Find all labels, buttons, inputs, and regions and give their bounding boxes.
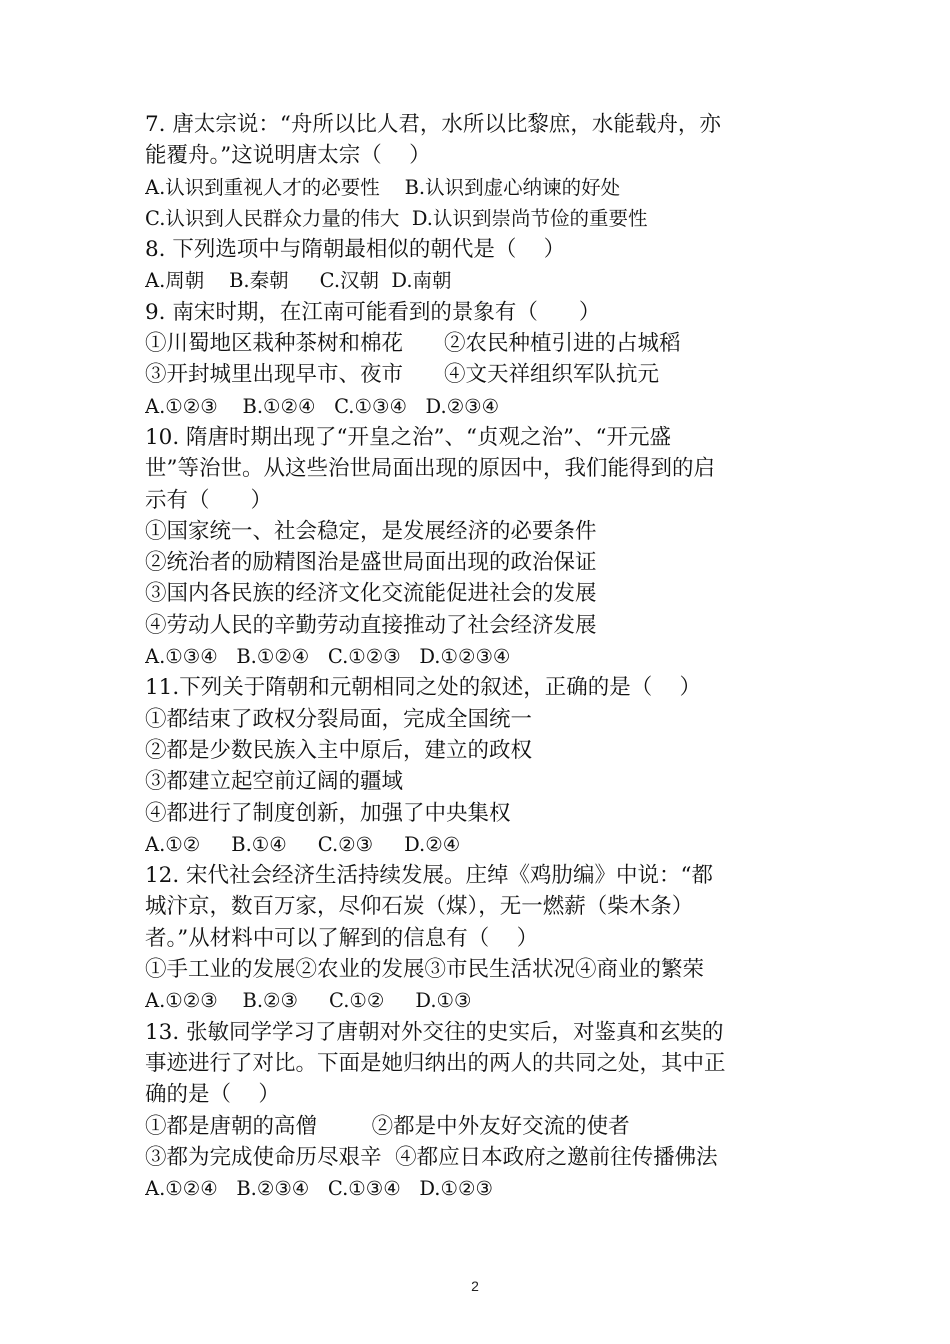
q7-stem-line-2: 能覆舟。”这说明唐太宗（ ） [145, 143, 431, 169]
q11-statement-4: ④都进行了制度创新，加强了中央集权 [145, 800, 511, 826]
q8-options: A.周朝 B.秦朝 C.汉朝 D.南朝 [145, 269, 452, 293]
q12-stem-line-2: 城汴京，数百万家，尽仰石炭（煤），无一燃薪（柴木条） [145, 894, 694, 920]
q10-statement-1: ①国家统一、社会稳定，是发展经济的必要条件 [145, 518, 597, 544]
q7-options-ab: A.认识到重视人才的必要性 B.认识到虚心纳谏的好处 [145, 175, 621, 199]
q8-stem: 8. 下列选项中与隋朝最相似的朝代是（ ） [145, 237, 566, 263]
q9-options: A.①②③ B.①②④ C.①③④ D.②③④ [145, 394, 500, 418]
q9-stem: 9. 南宋时期，在江南可能看到的景象有（ ） [145, 299, 601, 325]
q12-options: A.①②③ B.②③ C.①② D.①③ [145, 989, 472, 1013]
q10-statement-2: ②统治者的励精图治是盛世局面出现的政治保证 [145, 550, 597, 576]
q10-stem-line-3: 示有（ ） [145, 487, 273, 513]
q13-stem-line-1: 13. 张敏同学学习了唐朝对外交往的史实后，对鉴真和玄奘的 [145, 1019, 724, 1045]
q11-stem: 11.下列关于隋朝和元朝相同之处的叙述，正确的是（ ） [145, 675, 702, 701]
q12-statements: ①手工业的发展②农业的发展③市民生活状况④商业的繁荣 [145, 957, 705, 983]
q7-options-cd: C.认识到人民群众力量的伟大 D.认识到崇尚节俭的重要性 [145, 206, 648, 230]
q13-stem-line-3: 确的是（ ） [145, 1082, 280, 1108]
q13-statements-3-4: ③都为完成使命历尽艰辛 ④都应日本政府之邀前往传播佛法 [145, 1144, 718, 1170]
question-content [145, 109, 825, 1204]
q12-stem-line-1: 12. 宋代社会经济生活持续发展。庄绰《鸡肋编》中说：“都 [145, 863, 714, 889]
q9-statements-3-4: ③开封城里出现早市、夜市 ④文天祥组织军队抗元 [145, 362, 660, 388]
q10-stem-line-2: 世”等治世。从这些治世局面出现的原因中，我们能得到的启 [145, 456, 715, 482]
q11-options: A.①② B.①④ C.②③ D.②④ [145, 832, 461, 856]
q13-statements-1-2: ①都是唐朝的高僧 ②都是中外友好交流的使者 [145, 1113, 630, 1139]
q12-stem-line-3: 者。”从材料中可以了解到的信息有（ ） [145, 925, 539, 951]
q11-statement-1: ①都结束了政权分裂局面，完成全国统一 [145, 706, 533, 732]
q10-statement-3: ③国内各民族的经济文化交流能促进社会的发展 [145, 581, 597, 607]
q13-options: A.①②④ B.②③④ C.①③④ D.①②③ [145, 1177, 493, 1201]
q7-stem-line-1: 7. 唐太宗说：“舟所以比人君，水所以比黎庶，水能载舟，亦 [145, 112, 721, 137]
q13-stem-line-2: 事迹进行了对比。下面是她归纳出的两人的共同之处，其中正 [145, 1050, 726, 1076]
page-number: 2 [471, 1278, 479, 1294]
q10-statement-4: ④劳动人民的辛勤劳动直接推动了社会经济发展 [145, 612, 597, 638]
q10-stem-line-1: 10. 隋唐时期出现了“开皇之治”、“贞观之治”、“开元盛 [145, 424, 671, 450]
q11-statement-2: ②都是少数民族入主中原后，建立的政权 [145, 737, 533, 763]
q9-statements-1-2: ①川蜀地区栽种茶树和棉花 ②农民种植引进的占城稻 [145, 331, 681, 357]
q10-options: A.①③④ B.①②④ C.①②③ D.①②③④ [145, 645, 511, 669]
q11-statement-3: ③都建立起空前辽阔的疆域 [145, 769, 404, 795]
